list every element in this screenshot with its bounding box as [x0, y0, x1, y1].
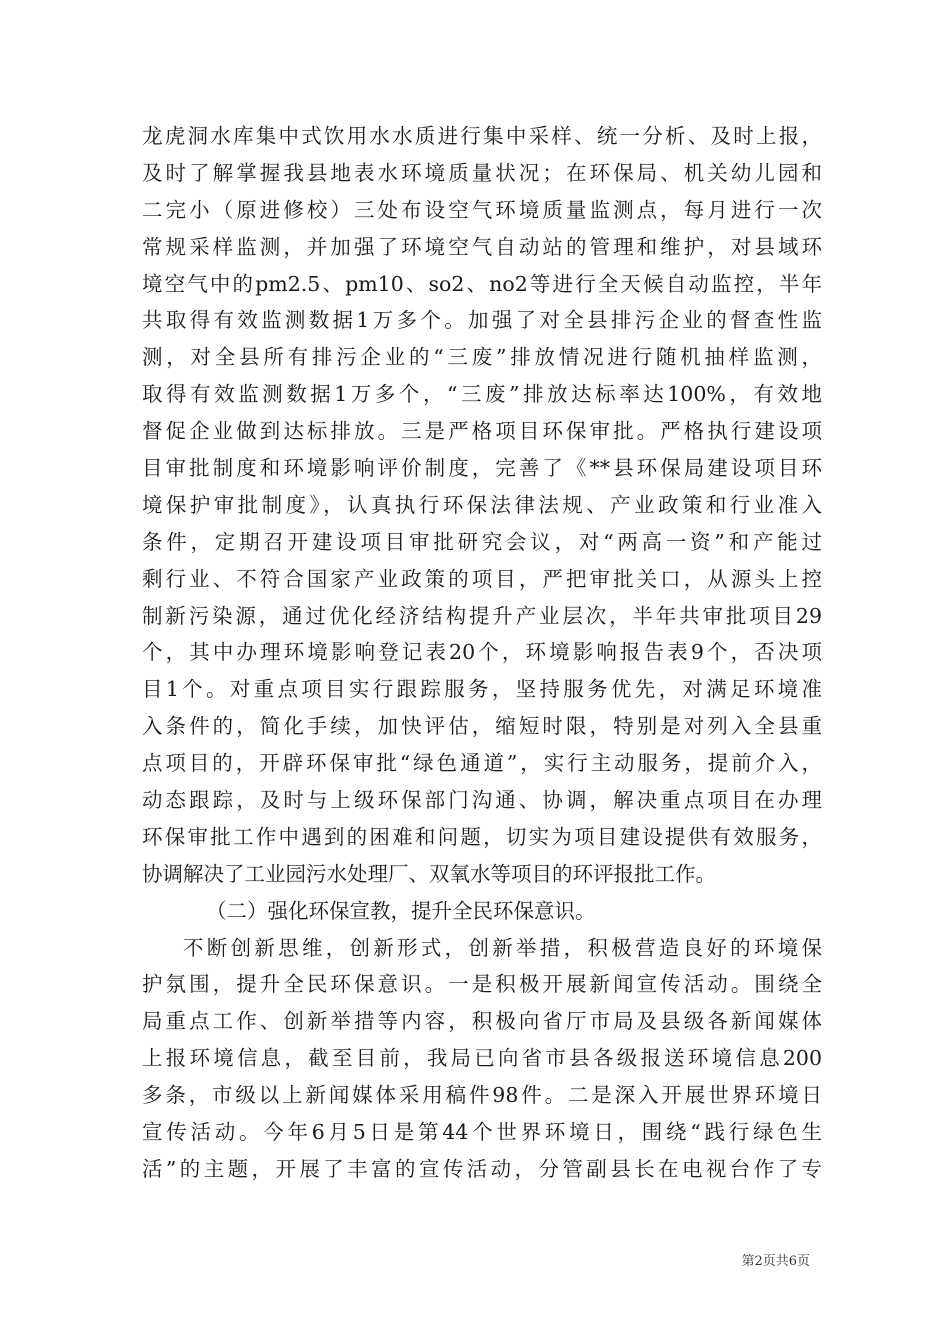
body-line: 督促企业做到达标排放。三是严格项目环保审批。严格执行建设项 — [142, 419, 822, 444]
body-line: 剩行业、不符合国家产业政策的项目，严把审批关口，从源头上控 — [142, 566, 822, 591]
page-number-footer: 第2页共6页 — [741, 1254, 810, 1269]
body-line: 护氛围，提升全民环保意识。一是积极开展新闻宣传活动。围绕全 — [142, 972, 822, 997]
body-line: 点项目的，开辟环保审批“绿色通道”，实行主动服务，提前介入， — [142, 751, 822, 776]
body-line: 测，对全县所有排污企业的“三废”排放情况进行随机抽样监测， — [142, 345, 822, 370]
body-line: 共取得有效监测数据1万多个。加强了对全县排污企业的督查性监 — [142, 308, 822, 333]
body-line: 目1个。对重点项目实行跟踪服务，坚持服务优先，对满足环境准 — [142, 677, 822, 702]
body-line: 境保护审批制度》，认真执行环保法律法规、产业政策和行业准入 — [142, 492, 822, 517]
body-line: 环保审批工作中遇到的困难和问题，切实为项目建设提供有效服务， — [142, 824, 822, 849]
document-body — [142, 118, 822, 1188]
body-line: 上报环境信息，截至目前，我局已向省市县各级报送环境信息200 — [142, 1046, 822, 1071]
body-line: 及时了解掌握我县地表水环境质量状况；在环保局、机关幼儿园和 — [142, 160, 822, 185]
body-line: 入条件的，简化手续，加快评估，缩短时限，特别是对列入全县重 — [142, 714, 822, 739]
body-line: 宣传活动。今年6月5日是第44个世界环境日，围绕“践行绿色生 — [142, 1120, 822, 1145]
body-line: 制新污染源，通过优化经济结构提升产业层次，半年共审批项目29 — [142, 603, 822, 628]
body-line: 二完小（原进修校）三处布设空气环境质量监测点，每月进行一次 — [142, 197, 822, 222]
section-heading: （二）强化环保宣教，提升全民环保意识。 — [206, 898, 596, 923]
body-line: 取得有效监测数据1万多个，“三废”排放达标率达100%，有效地 — [142, 382, 822, 407]
body-line: 不断创新思维，创新形式，创新举措，积极营造良好的环境保 — [183, 935, 822, 960]
body-line: 活”的主题，开展了丰富的宣传活动，分管副县长在电视台作了专 — [142, 1156, 822, 1181]
body-line: 局重点工作、创新举措等内容，积极向省厅市局及县级各新闻媒体 — [142, 1009, 822, 1034]
body-line: 目审批制度和环境影响评价制度，完善了《**县环保局建设项目环 — [142, 456, 822, 481]
body-line: 动态跟踪，及时与上级环保部门沟通、协调，解决重点项目在办理 — [142, 788, 822, 813]
body-line: 协调解决了工业园污水处理厂、双氧水等项目的环评报批工作。 — [142, 861, 716, 886]
body-line: 境空气中的pm2.5、pm10、so2、no2等进行全天候自动监控，半年 — [142, 271, 822, 296]
body-line: 个，其中办理环境影响登记表20个，环境影响报告表9个，否决项 — [142, 640, 822, 665]
body-line: 常规采样监测，并加强了环境空气自动站的管理和维护，对县域环 — [142, 234, 822, 259]
body-line: 多条，市级以上新闻媒体采用稿件98件。二是深入开展世界环境日 — [142, 1083, 822, 1108]
body-line: 条件，定期召开建设项目审批研究会议，对“两高一资”和产能过 — [142, 529, 822, 554]
body-line: 龙虎洞水库集中式饮用水水质进行集中采样、统一分析、及时上报， — [142, 124, 822, 148]
